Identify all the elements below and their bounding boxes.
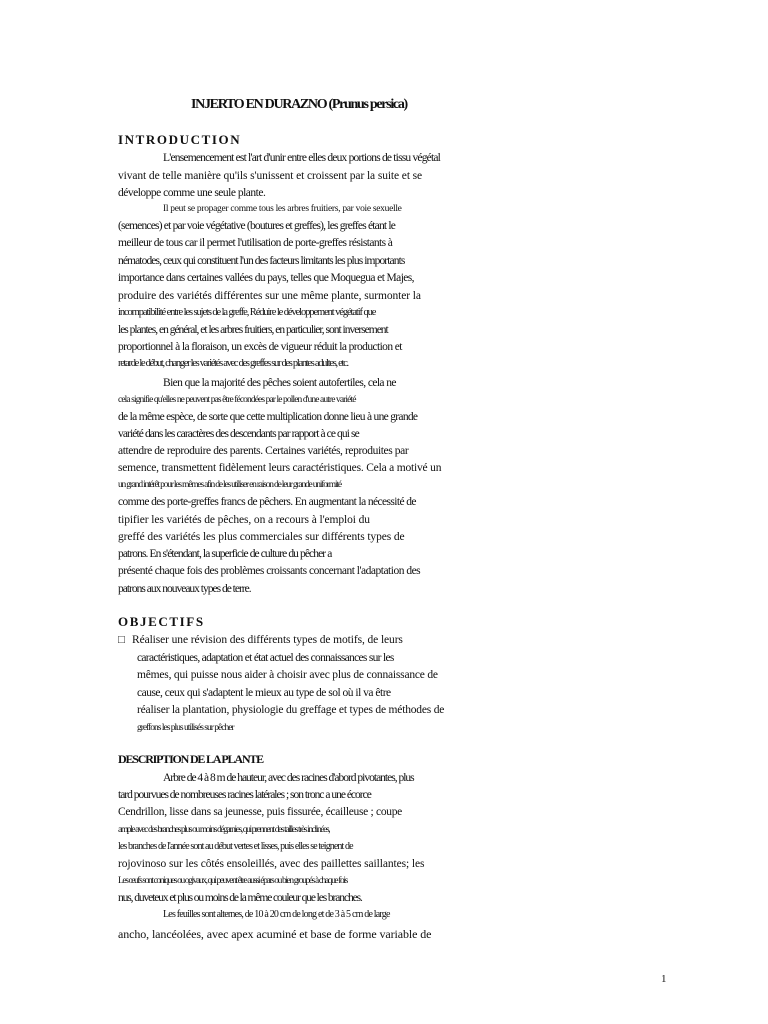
text-line: Il peut se propager comme tous les arbres fruitiers, par voie sexuelle (163, 204, 402, 214)
text-line: développe comme une seule plante. (118, 187, 266, 199)
text-line: les plantes, en général, et les arbres fruitiers, en particulier, sont inversement (118, 324, 388, 336)
section-heading-introduction: INTRODUCTION (118, 132, 242, 147)
text-line: greffons les plus utilisés sur pêcher (137, 723, 234, 733)
text-line: cela signifie qu'elles ne peuvent pas être fécondées par le pollen d'une autre variété (118, 395, 356, 405)
text-line: de la même espèce, de sorte que cette multiplication donne lieu à une grande (118, 411, 418, 423)
text-line: mêmes, qui puisse nous aider à choisir avec plus de connaissance de (137, 669, 438, 681)
text-line: Arbre de 4 à 8 m de hauteur, avec des racines d'abord pivotantes, plus (163, 772, 414, 784)
text-line: variété dans les caractères des descendants par rapport à ce qui se (118, 428, 359, 440)
text-line: ancho, lancéolées, avec apex acuminé et base de forme variable de (118, 927, 432, 941)
text-line: retarde le début, changer les variétés avec des greffes sur des plantes adultes, etc. (118, 358, 348, 369)
text-line: importance dans certaines vallées du pays, telles que Moquegua et Majes, (118, 272, 414, 284)
text-line: produire des variétés différentes sur une même plante, surmonter la (118, 290, 421, 302)
text-line: incompatibilité entre les sujets de la greffe, Réduire le développement végétatif que (118, 307, 376, 318)
text-line: meilleur de tous car il permet l'utilisation de porte-greffes résistants à (118, 237, 393, 249)
text-line: caractéristiques, adaptation et état actuel des connaissances sur les (137, 652, 394, 664)
section-heading-description: DESCRIPTION DE LA PLANTE (118, 752, 263, 766)
text-line: présenté chaque fois des problèmes croissants concernant l'adaptation des (118, 565, 421, 577)
text-line: greffé des variétés les plus commerciales sur différents types de (118, 531, 405, 543)
text-line: nématodes, ceux qui constituent l'un des facteurs limitants les plus importants (118, 255, 405, 267)
text-line: tard pourvues de nombreuses racines latérales ; son tronc a une écorce (118, 789, 371, 801)
text-line: nus, duveteux et plus ou moins de la même couleur que les branches. (118, 892, 362, 904)
text-line: réaliser la plantation, physiologie du greffage et types de méthodes de (137, 704, 445, 716)
page-title: INJERTO EN DURAZNO (Prunus persica) (191, 97, 407, 112)
text-line: tipifier les variétés de pêches, on a recours à l'emploi du (118, 514, 370, 526)
text-line: proportionnel à la floraison, un excès de vigueur réduit la production et (118, 341, 402, 353)
bullet-icon: □ (118, 634, 125, 646)
text-line: vivant de telle manière qu'ils s'unissent et croissent par la suite et se (118, 170, 423, 182)
section-heading-objectifs: OBJECTIFS (118, 614, 205, 629)
text-line: rojovinoso sur les côtés ensoleillés, avec des paillettes saillantes; les (118, 858, 425, 870)
page-number: 1 (661, 973, 667, 985)
text-line: un grand intérêt pour les mêmes afin de les utiliser en raison de leur grande uniformité (118, 480, 341, 490)
text-line: patrons aux nouveaux types de terre. (118, 583, 251, 595)
text-line: (semences) et par voie végétative (boutures et greffes), les greffes étant le (118, 220, 396, 232)
text-line: Bien que la majorité des pêches soient autofertiles, cela ne (163, 377, 396, 389)
text-line: attendre de reproduire des parents. Certaines variétés, reproduites par (118, 445, 409, 457)
text-line: Cendrillon, lisse dans sa jeunesse, puis fissurée, écailleuse ; coupe (118, 806, 402, 818)
text-line: ample avec des branches plus ou moins dégarnies, qui prennent des tailles très inclinées, (118, 825, 330, 835)
text-line: L'ensemencement est l'art d'unir entre elles deux portions de tissu végétal (163, 152, 441, 164)
text-line: Les œufs sont coniques ou ogivaux, qui peuvent être aussi épars ou bien groupés à chaque fois (118, 876, 347, 886)
text-line: comme des porte-greffes francs de pêchers. En augmentant la nécessité de (118, 496, 416, 508)
text-line: les branches de l'année sont au début vertes et lisses, puis elles se teignent de (118, 841, 353, 852)
text-line: Les feuilles sont alternes, de 10 à 20 cm de long et de 3 à 5 cm de large (163, 909, 390, 920)
text-line: patrons. En s'étendant, la superficie de culture du pêcher a (118, 548, 332, 560)
text-line: Réaliser une révision des différents types de motifs, de leurs (132, 634, 403, 646)
text-line: cause, ceux qui s'adaptent le mieux au type de sol où il va être (137, 687, 391, 699)
text-line: semence, transmettent fidèlement leurs caractéristiques. Cela a motivé un (118, 462, 442, 474)
